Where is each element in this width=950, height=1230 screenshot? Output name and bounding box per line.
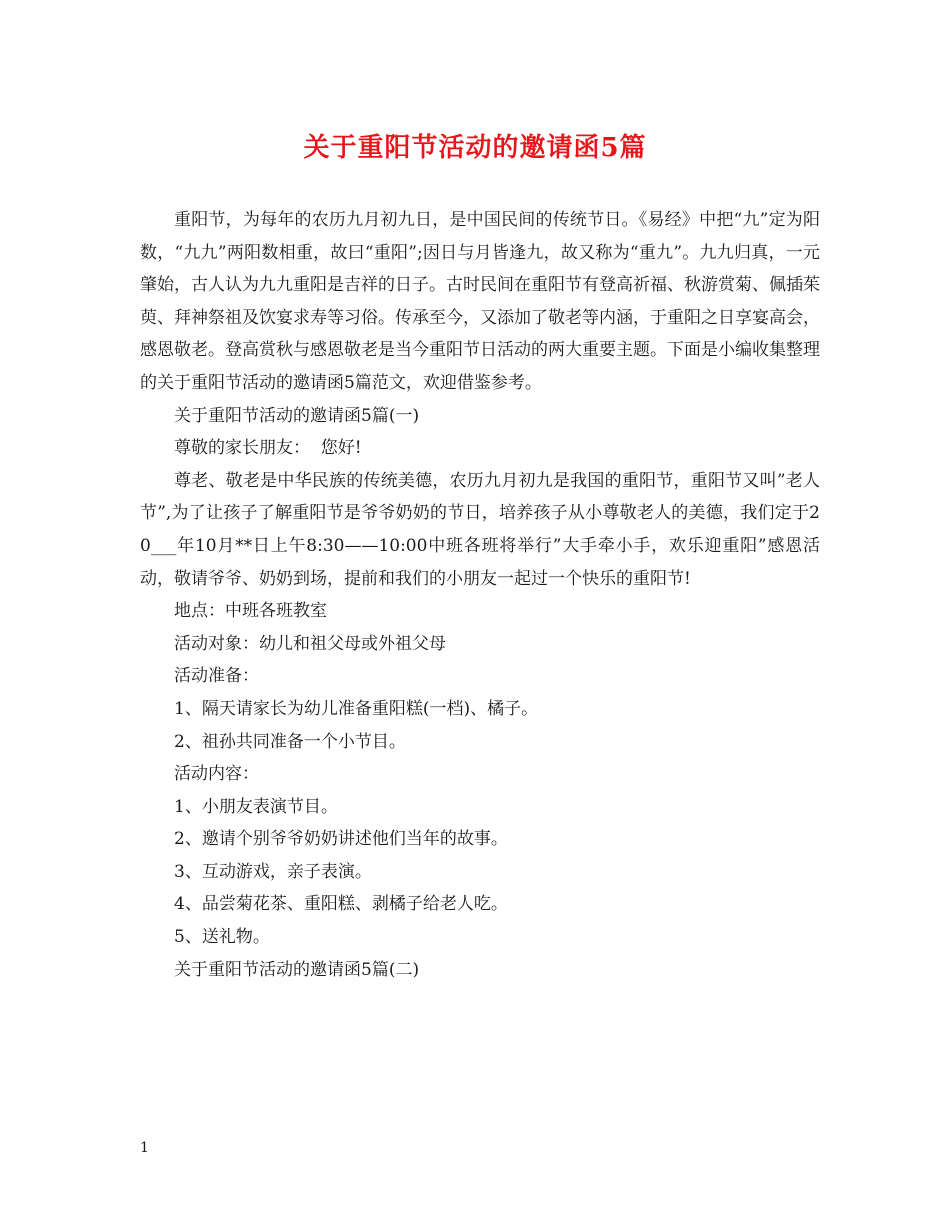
document-body <box>140 204 820 986</box>
prep-heading: 活动准备： <box>174 666 259 687</box>
prep-item: 2、祖孙共同准备一个小节目。 <box>174 731 406 752</box>
prep-item: 1、隔天请家长为幼儿准备重阳糕(一档)、橘子。 <box>174 698 539 719</box>
content-item: 3、互动游戏，亲子表演。 <box>174 861 372 882</box>
section-heading-2: 关于重阳节活动的邀请函5篇(二) <box>174 959 420 980</box>
page-number: 1 <box>140 1140 149 1156</box>
content-heading: 活动内容： <box>174 764 259 785</box>
invitation-paragraph: 尊老、敬老是中华民族的传统美德，农历九月初九是我国的重阳节，重阳节又叫”老人节”,为了让孩子了解重阳节是爷爷奶奶的节日，培养孩子从小尊敬老人的美德，我们定于20___年10月**日上午8:30——10:00中班各班将举行”大手牵小手，欢乐迎重阳”感恩活动，敬请爷爷、奶奶到场，提前和我们的小朋友一起过一个快乐的重阳节! <box>140 470 820 589</box>
greeting-line: 尊敬的家长朋友： 您好! <box>174 438 362 459</box>
intro-paragraph: 重阳节，为每年的农历九月初九日，是中国民间的传统节日。《易经》中把“九”定为阳数，“九九”两阳数相重，故曰“重阳”;因日与月皆逢九，故又称为“重九”。九九归真，一元肇始，古人认为九九重阳是吉祥的日子。古时民间在重阳节有登高祈福、秋游赏菊、佩插茱萸、拜神祭祖及饮宴求寿等习俗。传承至今，又添加了敬老等内涵，于重阳之日享宴高会，感恩敬老。登高赏秋与感恩敬老是当今重阳节日活动的两大重要主题。下面是小编收集整理的关于重阳节活动的邀请函5篇范文，欢迎借鉴参考。 <box>140 210 820 393</box>
content-item: 2、邀请个别爷爷奶奶讲述他们当年的故事。 <box>174 829 508 850</box>
location-line: 地点：中班各班教室 <box>174 601 327 622</box>
content-item: 1、小朋友表演节目。 <box>174 796 338 817</box>
content-item: 4、品尝菊花茶、重阳糕、剥橘子给老人吃。 <box>174 894 508 915</box>
page-title: 关于重阳节活动的邀请函5篇 <box>303 133 647 163</box>
content-item: 5、送礼物。 <box>174 927 270 948</box>
section-heading-1: 关于重阳节活动的邀请函5篇(一) <box>174 405 420 426</box>
audience-line: 活动对象：幼儿和祖父母或外祖父母 <box>174 633 446 654</box>
